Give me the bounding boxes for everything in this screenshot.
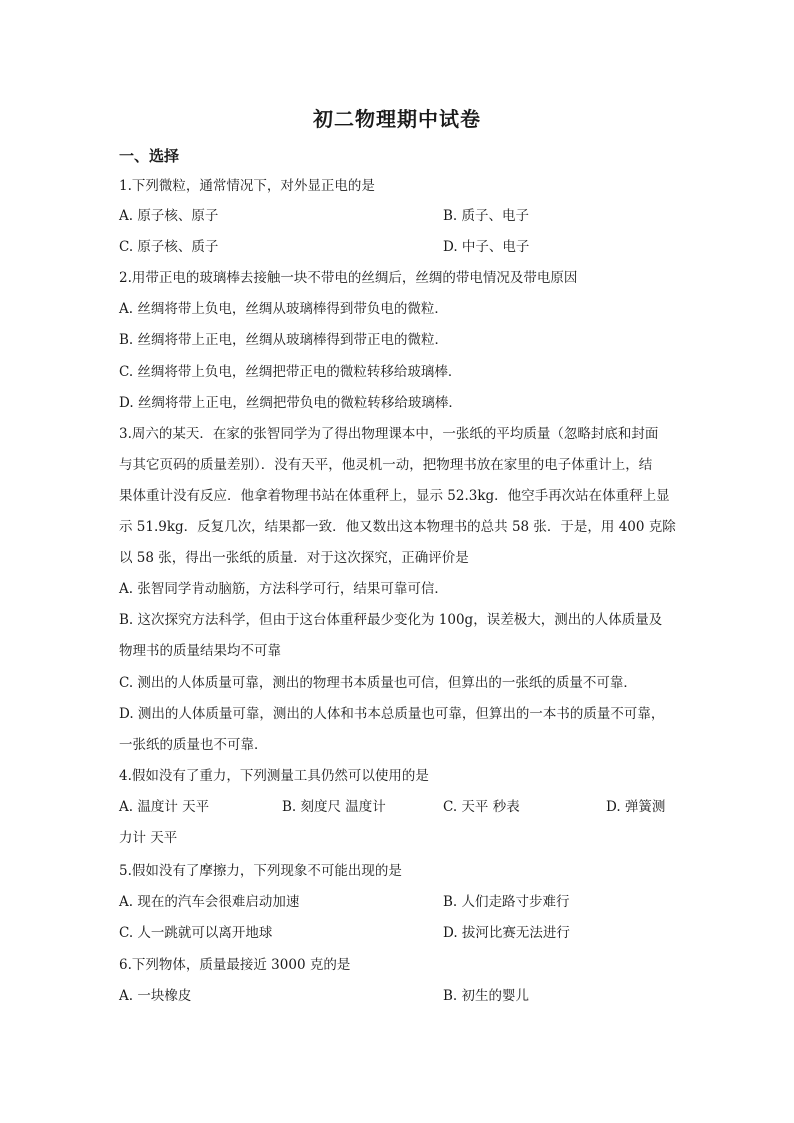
q1-option-d: D. 中子、电子 [443, 239, 530, 255]
q2-option-d: D. 丝绸将带上正电，丝绸把带负电的微粒转移给玻璃棒． [119, 395, 462, 411]
q2-option-a: A. 丝绸将带上负电，丝绸从玻璃棒得到带负电的微粒． [119, 301, 448, 317]
q4-option-d-line-2: 力计 天平 [119, 830, 178, 846]
question-1-stem: 1.下列微粒，通常情况下，对外显正电的是 [119, 178, 375, 194]
q5-option-a: A. 现在的汽车会很难启动加速 [119, 894, 300, 910]
q4-option-b: B. 刻度尺 温度计 [282, 799, 386, 815]
question-3-stem-line-3: 果体重计没有反应．他拿着物理书站在体重秤上，显示 52.3kg．他空手再次站在体重秤上显 [119, 488, 670, 504]
q3-option-b-line-2: 物理书的质量结果均不可靠 [119, 643, 281, 659]
q1-option-b: B. 质子、电子 [443, 208, 530, 224]
question-3-stem-line-2: 与其它页码的质量差别）．没有天平，他灵机一动，把物理书放在家里的电子体重计上，结 [119, 457, 653, 473]
q4-option-d-line-1: D. 弹簧测 [606, 799, 666, 815]
q5-option-b: B. 人们走路寸步难行 [443, 894, 570, 910]
q2-option-b: B. 丝绸将带上正电，丝绸从玻璃棒得到带正电的微粒． [119, 332, 449, 348]
question-3-stem-line-5: 以 58 张，得出一张纸的质量．对于这次探究，正确评价是 [119, 550, 469, 566]
question-3-stem-line-4: 示 51.9kg．反复几次，结果都一致．他又数出这本物理书的总共 58 张．于是，用 400 克除 [119, 519, 676, 535]
q1-option-c: C. 原子核、质子 [119, 239, 219, 255]
q3-option-d-line-1: D. 测出的人体质量可靠，测出的人体和书本总质量也可靠，但算出的一本书的质量不可靠， [119, 706, 665, 722]
q5-option-d: D. 拔河比赛无法进行 [443, 925, 570, 941]
question-6-stem: 6.下列物体，质量最接近 3000 克的是 [119, 957, 351, 973]
q2-option-c: C. 丝绸将带上负电，丝绸把带正电的微粒转移给玻璃棒． [119, 364, 462, 380]
question-5-stem: 5.假如没有了摩擦力，下列现象不可能出现的是 [119, 863, 402, 879]
question-3-stem-line-1: 3.周六的某天．在家的张智同学为了得出物理课本中，一张纸的平均质量（忽略封底和封面 [119, 426, 659, 442]
q4-option-a: A. 温度计 天平 [119, 799, 210, 815]
q3-option-c: C. 测出的人体质量可靠，测出的物理书本质量也可信，但算出的一张纸的质量不可靠． [119, 675, 637, 691]
q3-option-a: A. 张智同学肯动脑筋，方法科学可行，结果可靠可信． [119, 581, 448, 597]
q3-option-d-line-2: 一张纸的质量也不可靠． [119, 737, 268, 753]
q1-option-a: A. 原子核、原子 [119, 208, 219, 224]
q4-option-c: C. 天平 秒表 [443, 799, 520, 815]
question-2-stem: 2.用带正电的玻璃棒去接触一块不带电的丝绸后，丝绸的带电情况及带电原因 [119, 270, 578, 286]
page-title: 初二物理期中试卷 [313, 107, 481, 131]
section-heading: 一、选择 [119, 147, 180, 165]
question-4-stem: 4.假如没有了重力，下列测量工具仍然可以使用的是 [119, 768, 429, 784]
q6-option-b: B. 初生的婴儿 [443, 988, 530, 1004]
q3-option-b-line-1: B. 这次探究方法科学，但由于这台体重秤最少变化为 100g，误差极大，测出的人体质量及 [119, 612, 663, 628]
q5-option-c: C. 人一跳就可以离开地球 [119, 925, 273, 941]
q6-option-a: A. 一块橡皮 [119, 988, 192, 1004]
